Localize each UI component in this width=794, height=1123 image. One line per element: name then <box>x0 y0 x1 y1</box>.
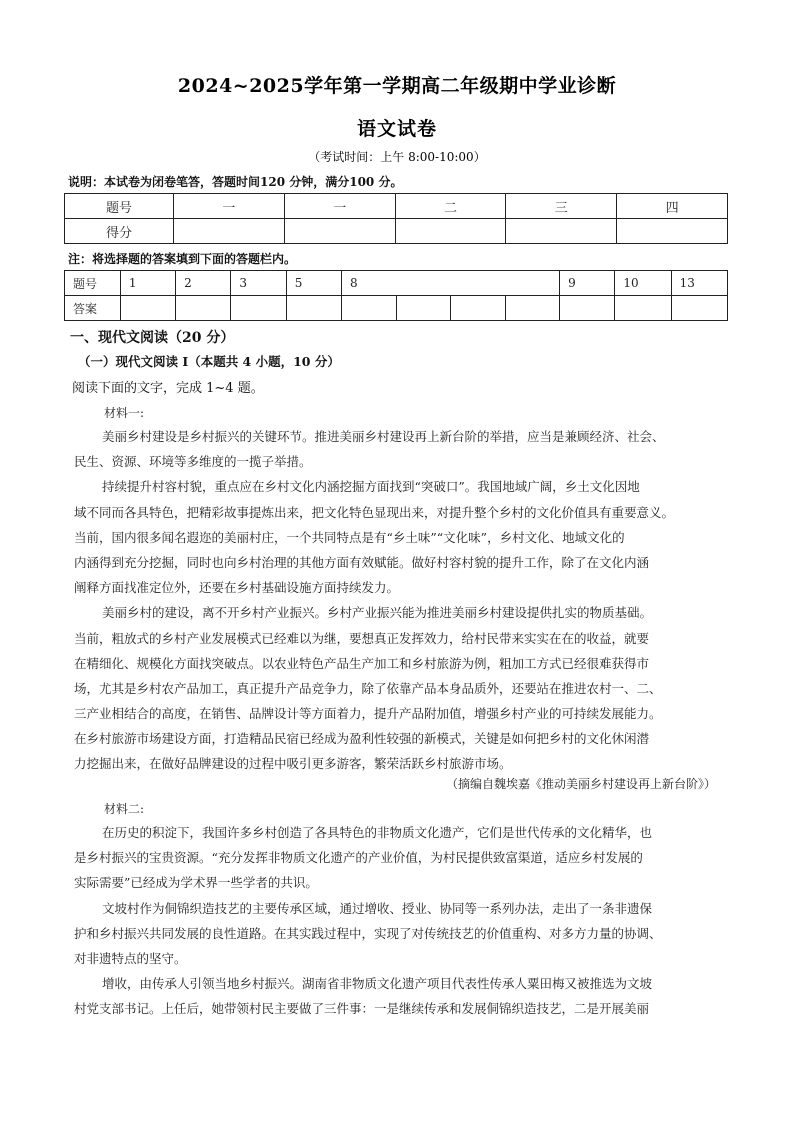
text-line: 增收，由传承人引领当地乡村振兴。湖南省非物质文化遗产项目代表性传承人粟田梅又被推选为文坡 <box>102 976 653 992</box>
answer-cell[interactable] <box>451 296 505 321</box>
score-col-2: 一 <box>284 194 395 219</box>
text-line: 民生、资源、环境等多维度的一揽子举措。 <box>74 454 312 470</box>
score-col-4: 三 <box>506 194 617 219</box>
answer-number: 13 <box>671 271 727 296</box>
answer-cell[interactable] <box>120 296 175 321</box>
score-cell[interactable] <box>617 219 728 244</box>
answer-cell[interactable] <box>341 296 396 321</box>
text-line: 当前，国内很多闻名遐迩的美丽村庄，一个共同特点是有“乡土味”“文化味”，乡村文化、地域文化的 <box>74 529 625 545</box>
score-col-5: 四 <box>617 194 728 219</box>
section-1-title: 一、现代文阅读（20 分） <box>70 330 235 346</box>
answer-table-answer-row <box>65 296 728 321</box>
text-line: 实际需要”已经成为学术界一些学者的共识。 <box>74 875 318 891</box>
answer-number: 5 <box>286 271 341 296</box>
score-table-score-row <box>65 219 728 244</box>
answer-cell[interactable] <box>615 296 671 321</box>
text-line: 对非遗特点的坚守。 <box>74 950 187 966</box>
text-line: 在历史的积淀下，我国许多乡村创造了各具特色的非物质文化遗产，它们是世代传承的文化精华，也 <box>102 825 653 840</box>
text-line: 美丽乡村建设是乡村振兴的关键环节。推进美丽乡村建设再上新台阶的举措，应当是兼顾经济、社会、 <box>102 429 665 444</box>
answer-number: 10 <box>615 271 671 296</box>
text-line: 内涵得到充分挖掘，同时也向乡村治理的其他方面有效赋能。做好村容村貌的提升工作，除了在文化内涵 <box>74 554 650 570</box>
score-cell[interactable] <box>174 219 285 244</box>
exam-time: （考试时间：上午 8:00-10:00） <box>308 150 486 164</box>
reading-prompt: 阅读下面的文字，完成 1~4 题。 <box>72 381 264 396</box>
text-line: 村党支部书记。上任后，她带领村民主要做了三件事：一是继续传承和发展侗锦织造技艺，二是开展美丽 <box>74 1001 650 1017</box>
material-2-text <box>74 820 729 1022</box>
answer-row-label: 答案 <box>65 296 121 321</box>
score-cell[interactable] <box>506 219 617 244</box>
text-line: 持续提升村容村貌，重点应在乡村文化内涵挖掘方面找到“突破口”。我国地域广阔，乡土文化因地 <box>102 479 640 495</box>
score-col-1: 一 <box>174 194 285 219</box>
score-row-label: 得分 <box>65 219 174 244</box>
material-1-source: （摘编自魏埃嘉《推动美丽乡村建设再上新台阶》） <box>445 777 716 791</box>
text-line: 场，尤其是乡村农产品加工，真正提升产品竞争力，除了依靠产品本身品质外，还要站在推进农村一、二、 <box>74 680 662 696</box>
score-cell[interactable] <box>395 219 506 244</box>
answer-cell[interactable] <box>286 296 341 321</box>
material-2-label: 材料二: <box>104 802 145 816</box>
score-cell[interactable] <box>284 219 395 244</box>
answer-number: 8 <box>341 271 396 296</box>
score-table-header-row <box>65 194 728 219</box>
material-1-text <box>74 424 729 777</box>
answer-cell[interactable] <box>176 296 231 321</box>
answer-number: 3 <box>231 271 286 296</box>
answer-number <box>397 271 451 296</box>
score-table <box>64 193 728 244</box>
text-line: 当前，粗放式的乡村产业发展模式已经难以为继，要想真正发挥效力，给村民带来实实在在的收益，就要 <box>74 630 650 646</box>
text-line: 三产业相结合的高度，在销售、品牌设计等方面着力，提升产品附加值，增强乡村产业的可持续发展能力。 <box>74 706 662 722</box>
answer-cell[interactable] <box>671 296 727 321</box>
text-line: 美丽乡村的建设，离不开乡村产业振兴。乡村产业振兴能为推进美丽乡村建设提供扎实的物质基础。 <box>102 605 653 621</box>
answer-cell[interactable] <box>505 296 559 321</box>
answer-header-label: 题号 <box>65 271 121 296</box>
answer-number: 1 <box>120 271 175 296</box>
score-header-label: 题号 <box>65 194 174 219</box>
text-line: 文坡村作为侗锦织造技艺的主要传承区域，通过增收、授业、协同等一系列办法，走出了一条非遗保 <box>102 900 653 916</box>
answer-number <box>451 271 505 296</box>
text-line: 力挖掘出来，在做好品牌建设的过程中吸引更多游客，繁荣活跃乡村旅游市场。 <box>74 756 512 772</box>
text-line: 在乡村旅游市场建设方面，打造精品民宿已经成为盈利性较强的新模式，关键是如何把乡村的文化休闲潜 <box>74 731 650 747</box>
answer-cell[interactable] <box>231 296 286 321</box>
answer-table <box>64 270 728 321</box>
text-line: 在精细化、规模化方面找突破点。以农业特色产品生产加工和乡村旅游为例，粗加工方式已经很难获得市 <box>74 655 650 671</box>
text-line: 是乡村振兴的宝贵资源。“充分发挥非物质文化遗产的产业价值，为村民提供致富渠道，适应乡村发展的 <box>74 850 643 866</box>
answer-table-number-row <box>65 271 728 296</box>
answer-number: 2 <box>176 271 231 296</box>
answer-note: 注：将选择题的答案填到下面的答题栏内。 <box>68 252 297 266</box>
exam-subject: 语文试卷 <box>356 118 437 140</box>
answer-cell[interactable] <box>397 296 451 321</box>
answer-number: 9 <box>560 271 615 296</box>
exam-title: 2024~2025学年第一学期高二年级期中学业诊断 <box>177 75 617 97</box>
score-col-3: 二 <box>395 194 506 219</box>
text-line: 阐释方面找准定位外，还要在乡村基础设施方面持续发力。 <box>74 580 400 596</box>
material-1-label: 材料一: <box>104 406 145 420</box>
text-line: 护和乡村振兴共同发展的良性道路。在其实践过程中，实现了对传统技艺的价值重构、对多方力量的协调、 <box>74 925 662 941</box>
section-1-part-title: （一）现代文阅读 I（本题共 4 小题，10 分） <box>78 354 340 369</box>
text-line: 域不同而各具特色，把精彩故事提炼出来，把文化特色显现出来，对提升整个乡村的文化价值具有重要意义。 <box>74 504 675 520</box>
answer-cell[interactable] <box>560 296 615 321</box>
exam-instructions: 说明：本试卷为闭卷笔答，答题时间120 分钟，满分100 分。 <box>68 175 403 189</box>
answer-number <box>505 271 559 296</box>
